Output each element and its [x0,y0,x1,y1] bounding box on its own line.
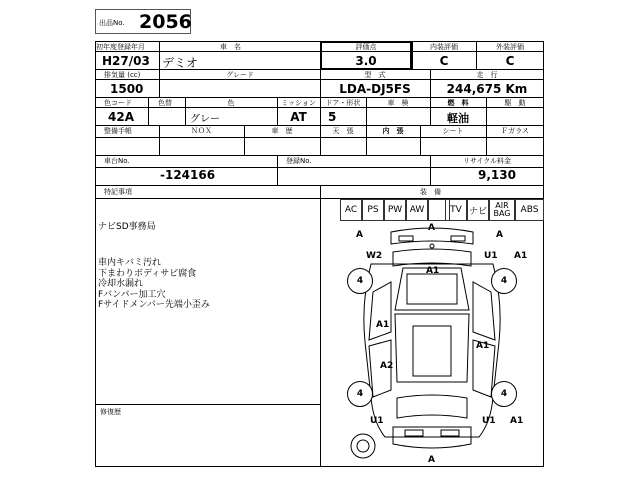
vline-r5a [277,155,278,185]
shade-label: 色替 [158,99,172,107]
wheel-fl: 4 [347,268,373,294]
exterior-label: 外装評価 [496,43,524,51]
equip-tv: TV [445,199,467,221]
hline-12 [95,404,321,405]
vline-r3a [148,97,149,125]
manual-label: 整備手帳 [104,127,132,135]
repair-label: 修復歴 [100,408,121,416]
car-value: デミオ [162,56,199,70]
drive-label: 駆 動 [504,99,526,107]
mark-top-left: A [356,230,363,240]
mark-a1-left-door: A1 [376,320,390,330]
car-diagram [321,222,543,466]
remarks-list [98,258,210,311]
mark-a1-right-door: A1 [476,341,490,351]
mark-u1-front-right: U1 [484,251,498,261]
chassis-label: 車台No. [104,157,130,165]
mark-top-right: A [496,230,503,240]
cc-value: 1500 [110,82,144,96]
wheel-fr: 4 [491,268,517,294]
doors-value: 5 [328,110,337,124]
year-value: H27/03 [102,54,150,68]
vline-r1a [159,41,160,69]
nox-label: ＮＯＸ [191,127,212,135]
recycle-value: 9,130 [478,168,516,182]
fuel-label: 燃 料 [447,99,469,107]
remarks-item: 車内キバミ汚れ [98,258,162,268]
chassis-value: -124166 [160,168,216,182]
remarks-item: 下まわりボディサビ腐食 [98,268,197,279]
mission-value: AT [290,110,307,124]
equip-airbag: AIR BAG [489,199,515,221]
equip-navi: ナビ [467,199,489,221]
year-label: 初年度登録年月 [96,43,145,51]
score-value: 3.0 [355,54,377,68]
mission-label: ミッション [281,99,316,107]
history-label: 車 歴 [271,127,293,135]
mark-a1-roof: A1 [426,266,440,276]
mark-bottom-center: A [428,455,435,465]
wheel-rl: 4 [347,381,373,407]
equip-ac: AC [340,199,362,221]
upholstery-label: 内 張 [382,127,404,135]
mark-a1-rear-right: A1 [510,416,524,426]
color-label: 色 [227,99,235,107]
mark-a1-front-right: A1 [514,251,528,261]
equipment-label: 装 備 [420,188,441,196]
cc-label: 排気量 (cc) [104,71,141,79]
car-label: 車 名 [220,43,241,51]
color-code-value: 42A [108,110,134,124]
mark-top-center: A [428,223,435,233]
model-value: LDA-DJ5FS [339,82,411,96]
sunroof-label: 天 張 [332,127,354,135]
doors-label: ドア・形状 [325,99,361,107]
remarks-label: 特記事項 [104,188,132,196]
remarks-item: 冷却水漏れ [98,279,144,289]
seat-label: シート [442,127,464,135]
equip-pw: PW [384,199,406,221]
glass-label: Ｆガラス [501,127,529,135]
score-label: 評価点 [355,43,377,51]
mileage-value: 244,675 Km [446,82,528,96]
grade-label: グレード [226,71,254,79]
lot-number: 2056 [139,11,192,33]
inspection-label: 車 検 [387,99,409,107]
fuel-value: 軽油 [447,112,469,125]
mark-u1-rear-right: U1 [482,416,496,426]
wheel-rr: 4 [491,381,517,407]
remarks-item: Fサイドメンバー先端小歪み [98,300,210,310]
equip-abs: ABS [515,199,544,221]
color-value: グレー [190,114,220,125]
interior-value: C [439,54,449,68]
mark-a2-left: A2 [380,361,394,371]
equip-aw: AW [406,199,428,221]
equip-ps: PS [362,199,384,221]
mileage-label: 走 行 [476,71,498,79]
reg-label: 登録No. [286,157,312,165]
remarks-item: Fバンパー加工穴 [98,289,166,300]
color-code-label: 色コード [104,99,132,107]
exterior-value: C [505,54,515,68]
lot-label: 出品No. [99,19,125,27]
recycle-label: リサイクル料金 [462,157,512,165]
interior-label: 内装評価 [430,43,458,51]
mark-u1-rear-left: U1 [370,416,384,426]
mark-w2: W2 [366,251,383,261]
model-label: 型 式 [364,71,386,79]
remarks-line-1: ナビSD事務局 [98,222,156,232]
